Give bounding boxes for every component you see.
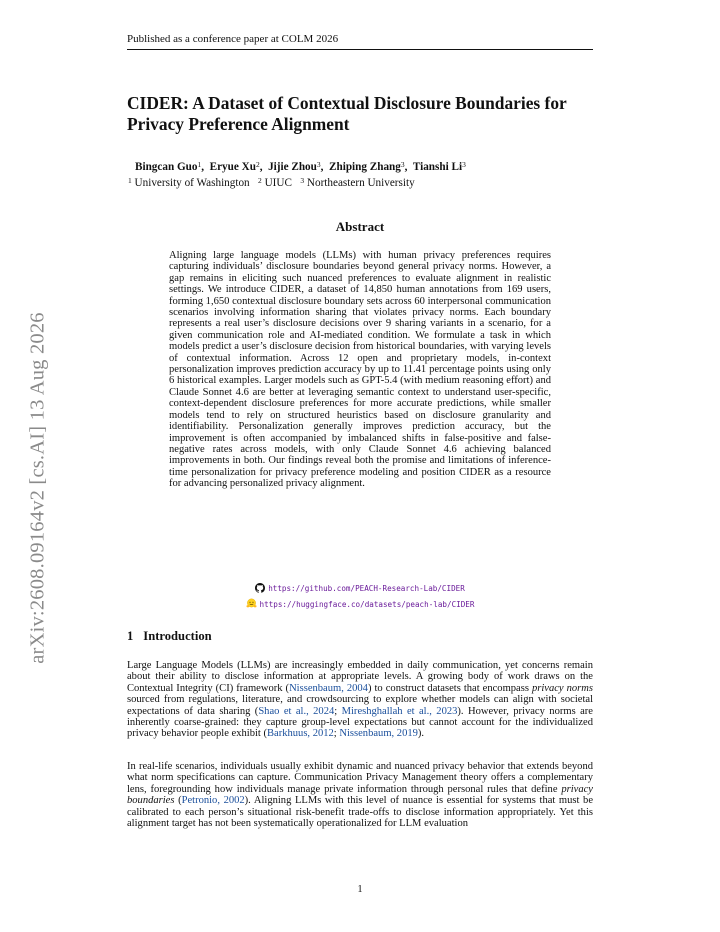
citation-link[interactable]: Petronio, 2002 [181,795,245,807]
affil-number: 3 [300,176,305,185]
citation-link[interactable]: Barkhuus, 2012 [267,728,334,740]
paragraph-text: ). [417,728,425,740]
author-affil-mark: 3 [462,160,466,169]
arxiv-watermark: arXiv:2608.09164v2 [cs.AI] 13 Aug 2026 [26,312,49,664]
citation-link[interactable]: Shao et al., 2024 [258,705,335,717]
paragraph-text: ; [333,728,340,740]
citation-link[interactable]: Nissenbaum, 2004 [289,682,368,694]
author-name: Zhiping Zhang [329,161,401,173]
paragraph-text: ). However, privacy norms are inherently coarse-grained: they capture group-level expectations but cannot account for the individualized privacy behavior people exhibit ( [127,705,593,740]
paragraph-text: ; [334,705,342,717]
author-affil-mark: 1 [197,160,202,169]
affiliation: Northeastern University [306,177,415,189]
affil-number: 2 [258,176,262,185]
affiliation: UIUC [264,177,292,189]
section-title: Introduction [143,629,212,643]
huggingface-link[interactable]: https://huggingface.co/datasets/peach-lab/CIDER [259,600,475,609]
huggingface-link-row [0,598,720,612]
paper-title: CIDER: A Dataset of Contextual Disclosure Boundaries for Privacy Preference Alignment [127,93,567,134]
github-link-row [0,583,720,596]
author-affil-mark: 3 [316,160,321,169]
section-heading [127,629,212,644]
github-icon [255,583,265,596]
author-block [128,158,595,190]
author-name: Jijie Zhou [268,161,317,173]
citation-link[interactable]: Nissenbaum, 2019 [339,728,418,740]
running-header: Published as a conference paper at COLM 2026 [127,33,593,50]
author-name: Tianshi Li [412,161,463,173]
intro-paragraph-1 [127,660,593,740]
section-number: 1 [127,629,134,643]
author-name: Bingcan Guo [135,161,198,173]
emphasis-text: privacy norms [531,682,594,694]
emphasis-text: privacy boundaries [127,783,593,807]
paragraph-text: sourced from regulations, literature, and crowdsourcing to explore whether models can align with societal expectations of data sharing ( [127,694,593,717]
paragraph-text: ( [174,795,182,807]
author-affil-mark: 3 [400,160,405,169]
author-name: Eryue Xu [209,161,256,173]
github-link[interactable]: https://github.com/PEACH-Research-Lab/CIDER [268,584,465,593]
intro-paragraph-2 [127,761,593,829]
author-affil-mark: 2 [255,160,260,169]
author-list: Bingcan Guo$^1$, Eryue Xu$^2$, Jijie Zhou$^3$, Zhiping Zhang$^3$, Tianshi Li$^3$ [135,160,466,173]
citation-link[interactable]: Mireshghallah et al., 2023 [341,705,458,717]
affiliation: University of Washington [134,177,250,189]
affiliation-list [128,174,595,190]
abstract-text: Aligning large language models (LLMs) with human privacy preferences requires capturing individuals’ disclosure boundaries beyond general privacy norms. However, a gap remains in eliciting such nuanced preferences to evaluate alignment in realistic settings. We introduce CIDER, a dataset of 14,850 human annotations from 169 users, forming 1,650 contextual disclosure boundary sets across 60 interpersonal communication scenarios involving information sharing that violates privacy norms. Each boundary represents a real user’s disclosure decisions over 9 sharing variants in a scenario, for a given communication role and AI-mediated condition. We formulate a task in which models predict a user’s disclosure decision from historical boundaries, with varying levels of contextual information. Across 12 open and proprietary models, in-context personalization improves prediction accuracy by up to 11.41 percentage points using only 6 historical examples. Larger models such as GPT-5.4 (with medium reasoning effort) and Claude Sonnet 4.6 are better at leveraging semantic context to understand user-specific, context-dependent disclosure preferences for more accurate predictions, while smaller models tend to rely on structured heuristics based on disclosure granularity and identifiability. Personalization generally improves prediction accuracy, but the improvement is often accompanied by imbalanced shifts in false-positive and false-negative rates across models, with only Claude Sonnet 4.6 achieving balanced improvements in both. Our findings reveal both the promise and limitations of inference-time personalization for privacy preference modeling and position CIDER as a resource for advancing personalized privacy alignment. [169,250,551,490]
page-number: 1 [357,884,363,895]
paragraph-text: Large Language Models (LLMs) are increasingly embedded in daily communication, yet concerns remain about their ability to disclose information at appropriate levels. A growing body of work draws on the Contextual Integrity (CI) framework ( [127,660,593,694]
affil-number: 1 [128,176,132,185]
paragraph-text: In real-life scenarios, individuals usually exhibit dynamic and nuanced privacy behavior that extends beyond what norm specifications can capture. Communication Privacy Management theory offers a complementary lens, foregrounding how individuals manage private information through personal rules that define [127,761,593,795]
huggingface-icon [246,598,257,612]
paragraph-text: ) to construct datasets that encompass [367,682,532,694]
abstract-heading: Abstract [335,219,385,234]
paragraph-text: ). Aligning LLMs with this level of nuance is essential for systems that must be calibrated to each person’s situational risk-benefit trade-offs to disclose information appropriately. Yet this alignment target has not been systematically operationalized for LLM evaluation [127,795,593,830]
